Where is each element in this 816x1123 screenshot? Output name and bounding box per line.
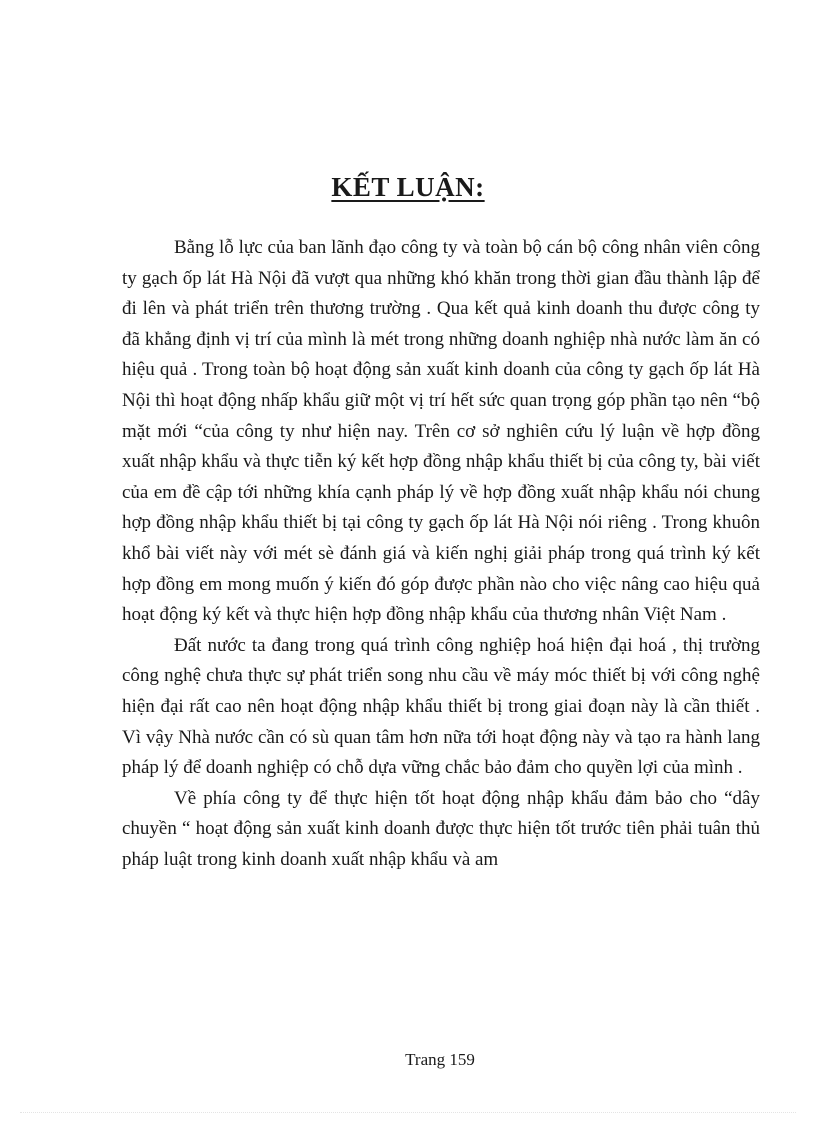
paragraph-1: Bằng lỗ lực của ban lãnh đạo công ty và toàn bộ cán bộ công nhân viên công ty gạch ốp lát Hà Nội đã vượt qua những khó khăn trong thời gian đầu thành lập để đi lên và phát triển trên thương trường . Qua kết quả kinh doanh thu được công ty đã khẳng định vị trí của mình là mét trong những doanh nghiệp nhà nước làm ăn có hiệu quả . Trong toàn bộ hoạt động sản xuất kinh doanh của công ty gạch ốp lát Hà Nội thì hoạt động nhấp khẩu giữ một vị trí hết sức quan trọng góp phần tạo nên “bộ mặt mới “của công ty như hiện nay. Trên cơ sở nghiên cứu lý luận về hợp đồng xuất nhập khẩu và thực tiễn ký kết hợp đồng nhập khẩu thiết bị của công ty, bài viết của em đề cập tới những khía cạnh pháp lý về hợp đồng xuất nhập khẩu nói chung hợp đồng nhập khẩu thiết bị tại công ty gạch ốp lát Hà Nội nói riêng . Trong khuôn khổ bài viết này với mét sè đánh giá và kiến nghị giải pháp trong quá trình ký kết hợp đồng em mong muốn ý kiến đó góp được phần nào cho việc nâng cao hiệu quả hoạt động ký kết và thực hiện hợp đồng nhập khẩu của thương nhân Việt Nam . [122,237,760,626]
paragraph-3: Về phía công ty để thực hiện tốt hoạt động nhập khẩu đảm bảo cho “dây chuyền “ hoạt động sản xuất kinh doanh được thực hiện tốt trước tiên phải tuân thủ pháp luật trong kinh doanh xuất nhập khẩu và am [122,787,760,870]
page-title: KẾT LUẬN: [331,172,485,202]
paragraph-2: Đất nước ta đang trong quá trình công nghiệp hoá hiện đại hoá , thị trường công nghệ chưa thực sự phát triển song nhu cầu về máy móc thiết bị với công nghệ hiện đại rất cao nên hoạt động nhập khẩu thiết bị trong giai đoạn này là cần thiết . Vì vậy Nhà nước cần có sù quan tâm hơn nữa tới hoạt động này và tạo ra hành lang pháp lý để doanh nghiệp có chỗ dựa vững chắc bảo đảm cho quyền lợi của mình . [122,634,760,779]
page-bottom-divider [20,1112,796,1113]
body-text [122,233,760,875]
page-number: Trang 159 [405,1050,475,1069]
